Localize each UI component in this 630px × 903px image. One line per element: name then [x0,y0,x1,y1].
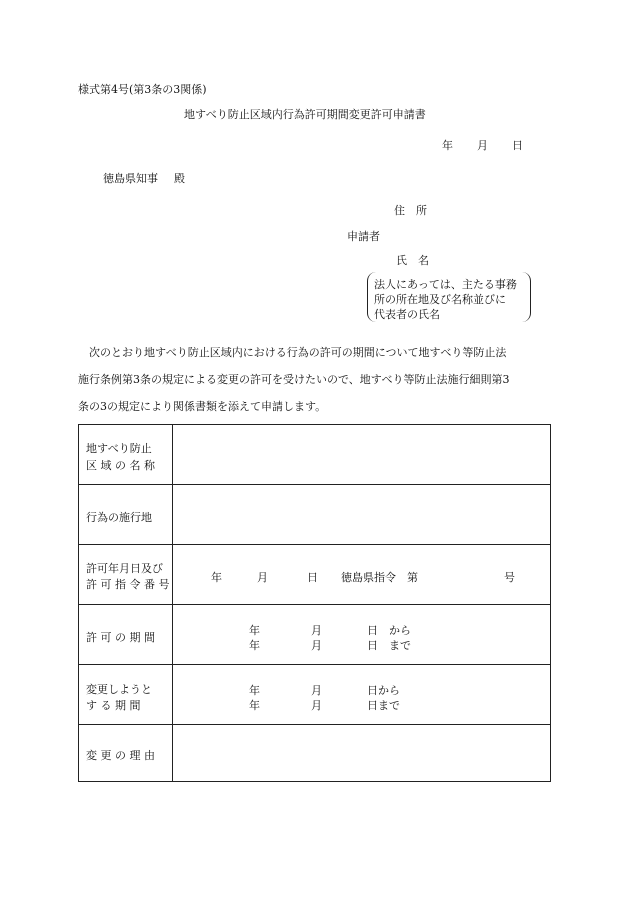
name-label: 氏 名 [396,254,429,267]
row-label-line: 区 域 の 名 称 [86,459,155,472]
document-title: 地すべり防止区域内行為許可期間変更許可申請書 [184,108,426,121]
row-label [79,605,173,664]
permit-year: 年 [211,571,222,584]
period-to-day: 日 まで [367,639,411,652]
table-row-reason [79,725,550,781]
statement-line: 次のとおり地すべり防止区域内における行為の許可の期間について地すべり等防止法 [78,346,507,359]
row-label-line: 変 更 の 理 由 [86,749,155,762]
table-row-permit-date-number [79,545,550,605]
period-to-month: 月 [311,639,322,652]
row-label [79,725,173,781]
period-from-year: 年 [249,624,260,637]
statement-line: 施行条例第3条の規定による変更の許可を受けたいので、地すべり等防止法施行細則第3 [78,373,510,386]
date-line [442,140,523,151]
addressee-honorific: 殿 [174,172,185,185]
row-label-line: 許可年月日及び [86,562,163,575]
period-to-year: 年 [249,639,260,652]
permit-day: 日 [307,571,318,584]
row-label-line: 行為の施行地 [86,511,152,524]
form-number: 様式第4号(第3条の3関係) [78,83,207,96]
change-to-day: 日まで [367,699,400,712]
change-from-day: 日から [367,684,400,697]
table-row-area-name [79,425,550,485]
permit-month: 月 [257,571,268,584]
corporate-note-bracket [367,272,531,322]
period-from-day: 日 から [367,624,411,637]
addressee-name: 徳島県知事 [103,172,158,185]
row-label-line: す る 期 間 [86,699,141,712]
period-from-month: 月 [311,624,322,637]
row-label [79,485,173,544]
row-label-line: 変更しようと [86,683,152,696]
table-row-change-period [79,665,550,725]
note-line: 代表者の氏名 [374,308,440,321]
address-label: 住 所 [394,204,427,217]
permit-number-suffix: 号 [504,571,515,584]
row-label-line: 許 可 の 期 間 [86,631,155,644]
application-table [78,424,551,782]
change-to-year: 年 [249,699,260,712]
statement-line: 条の3の規定により関係書類を添えて申請します。 [78,400,327,413]
addressee [103,173,185,184]
row-label [79,665,173,724]
date-day: 日 [512,139,523,152]
row-label [79,425,173,484]
row-label-line: 地すべり防止 [86,442,152,455]
row-label [79,545,173,604]
change-from-year: 年 [249,684,260,697]
note-line: 法人にあっては、主たる事務 [374,278,517,291]
date-year: 年 [442,139,453,152]
change-to-month: 月 [311,699,322,712]
table-row-site [79,485,550,545]
change-from-month: 月 [311,684,322,697]
applicant-label: 申請者 [347,230,380,243]
table-row-permit-period [79,605,550,665]
date-month: 月 [477,139,488,152]
note-line: 所の所在地及び名称並びに [374,293,506,306]
row-label-line: 許 可 指 令 番 号 [86,578,170,591]
permit-directive: 徳島県指令 第 [341,571,418,584]
